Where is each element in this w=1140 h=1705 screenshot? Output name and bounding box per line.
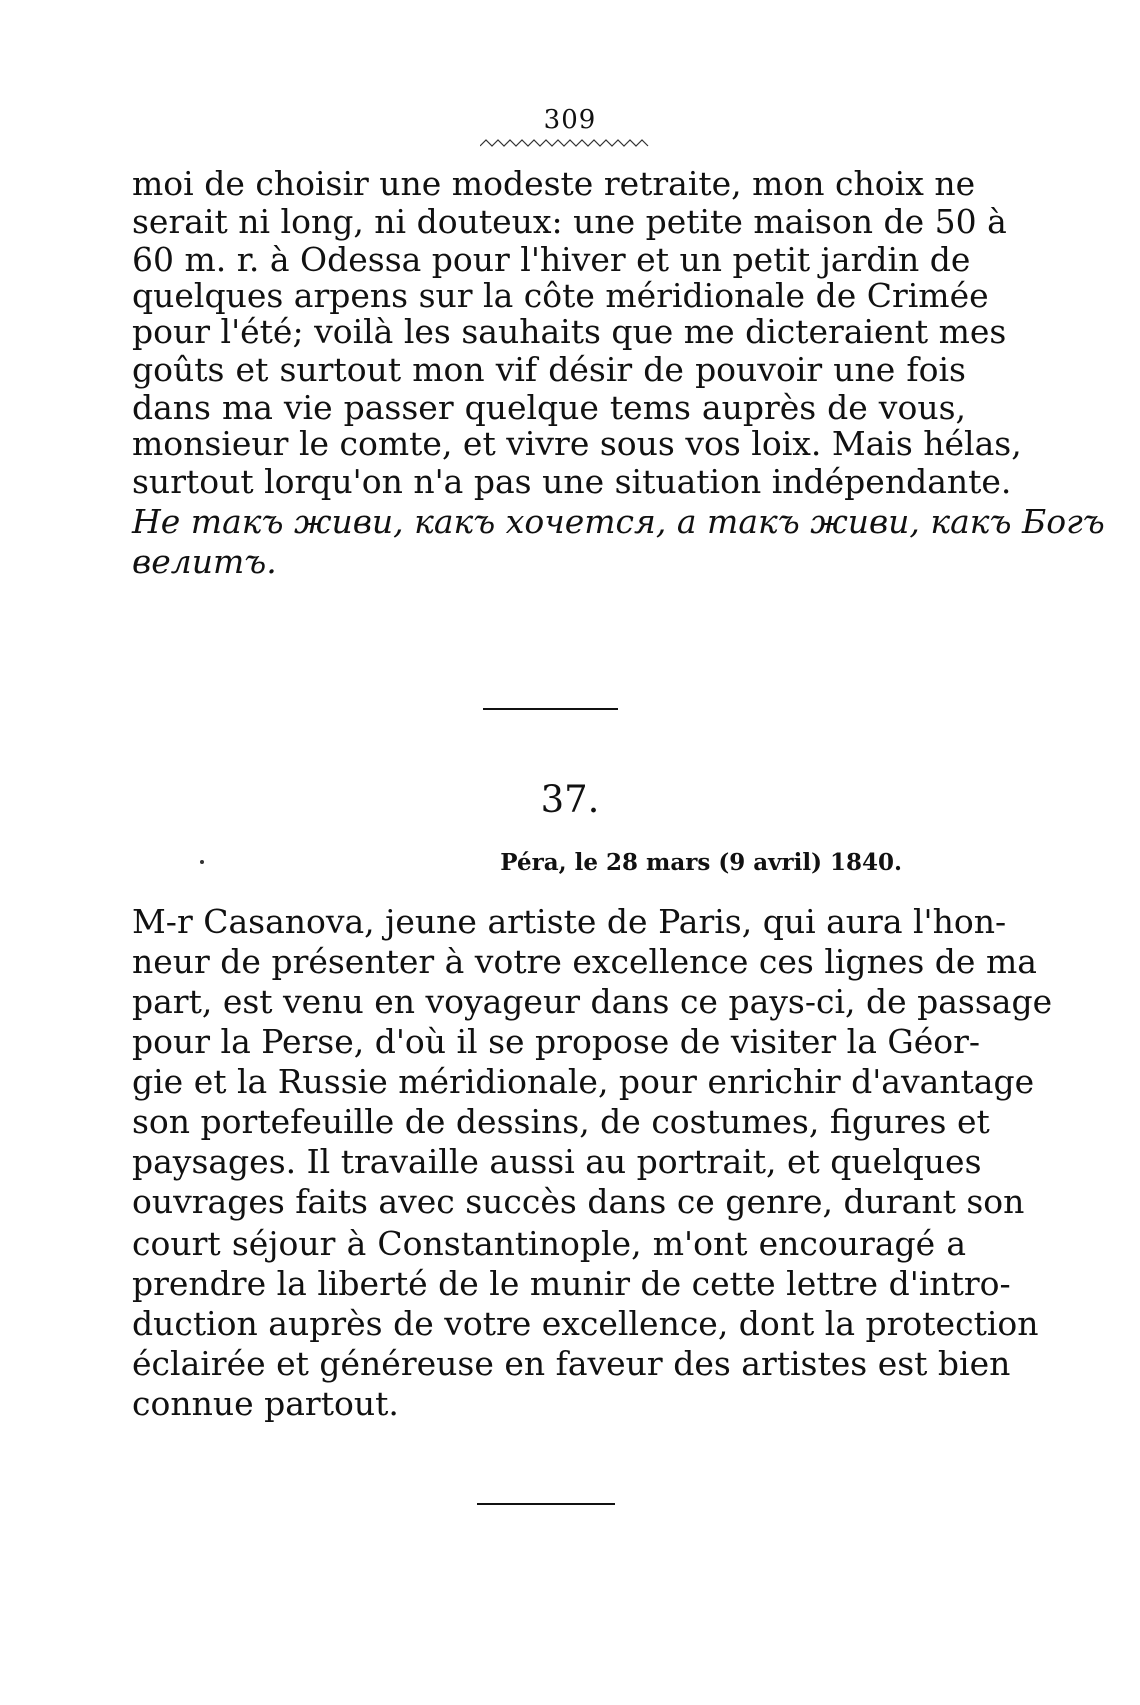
text-line: dans ma vie passer quelque tems auprès de vous, (132, 388, 966, 427)
zigzag-ornament (480, 140, 648, 146)
text-line: neur de présenter à votre excellence ces lignes de ma (132, 942, 1037, 981)
text-line: moi de choisir une modeste retraite, mon choix ne (132, 164, 976, 203)
text-line: pour la Perse, d'où il se propose de visiter la Géor- (132, 1022, 981, 1061)
text-line: connue partout. (132, 1384, 399, 1423)
text-line: M-r Casanova, jeune artiste de Paris, qui aura l'hon- (132, 902, 1007, 941)
section-divider (483, 708, 618, 710)
text-line: gie et la Russie méridionale, pour enrichir d'avantage (132, 1062, 1035, 1101)
text-line: son portefeuille de dessins, de costumes, figures et (132, 1102, 990, 1141)
russian-proverb-line: велитъ. (132, 542, 277, 581)
page-number-ornament (480, 138, 650, 148)
page-number: 309 (543, 105, 597, 135)
text-line: quelques arpens sur la côte méridionale de Crimée (132, 276, 989, 315)
text-line: ouvrages faits avec succès dans ce genre, durant son (132, 1182, 1025, 1221)
text-line: paysages. Il travaille aussi au portrait, et quelques (132, 1142, 982, 1181)
text-line: part, est venu en voyageur dans ce pays-ci, de passage (132, 982, 1053, 1021)
text-line: surtout lorqu'on n'a pas une situation indépendante. (132, 462, 1012, 501)
text-line: prendre la liberté de le munir de cette lettre d'intro- (132, 1264, 1011, 1303)
letter-dateline: Péra, le 28 mars (9 avril) 1840. (500, 849, 902, 876)
text-line: 60 m. r. à Odessa pour l'hiver et un petit jardin de (132, 240, 971, 279)
text-line: court séjour à Constantinople, m'ont encouragé a (132, 1224, 966, 1263)
text-line: monsieur le comte, et vivre sous vos loix. Mais hélas, (132, 424, 1022, 463)
text-line: éclairée et généreuse en faveur des artistes est bien (132, 1344, 1011, 1383)
section-divider (477, 1503, 615, 1505)
print-speck (200, 860, 204, 864)
text-line: pour l'été; voilà les sauhaits que me dicteraient mes (132, 312, 1007, 351)
text-line: serait ni long, ni douteux: une petite maison de 50 à (132, 202, 1007, 241)
text-line: duction auprès de votre excellence, dont la protection (132, 1304, 1039, 1343)
letter-number: 37. (540, 778, 600, 821)
text-line: goûts et surtout mon vif désir de pouvoir une fois (132, 350, 966, 389)
russian-proverb-line: Не такъ живи, какъ хочется, а такъ живи, какъ Богъ (132, 502, 1105, 541)
